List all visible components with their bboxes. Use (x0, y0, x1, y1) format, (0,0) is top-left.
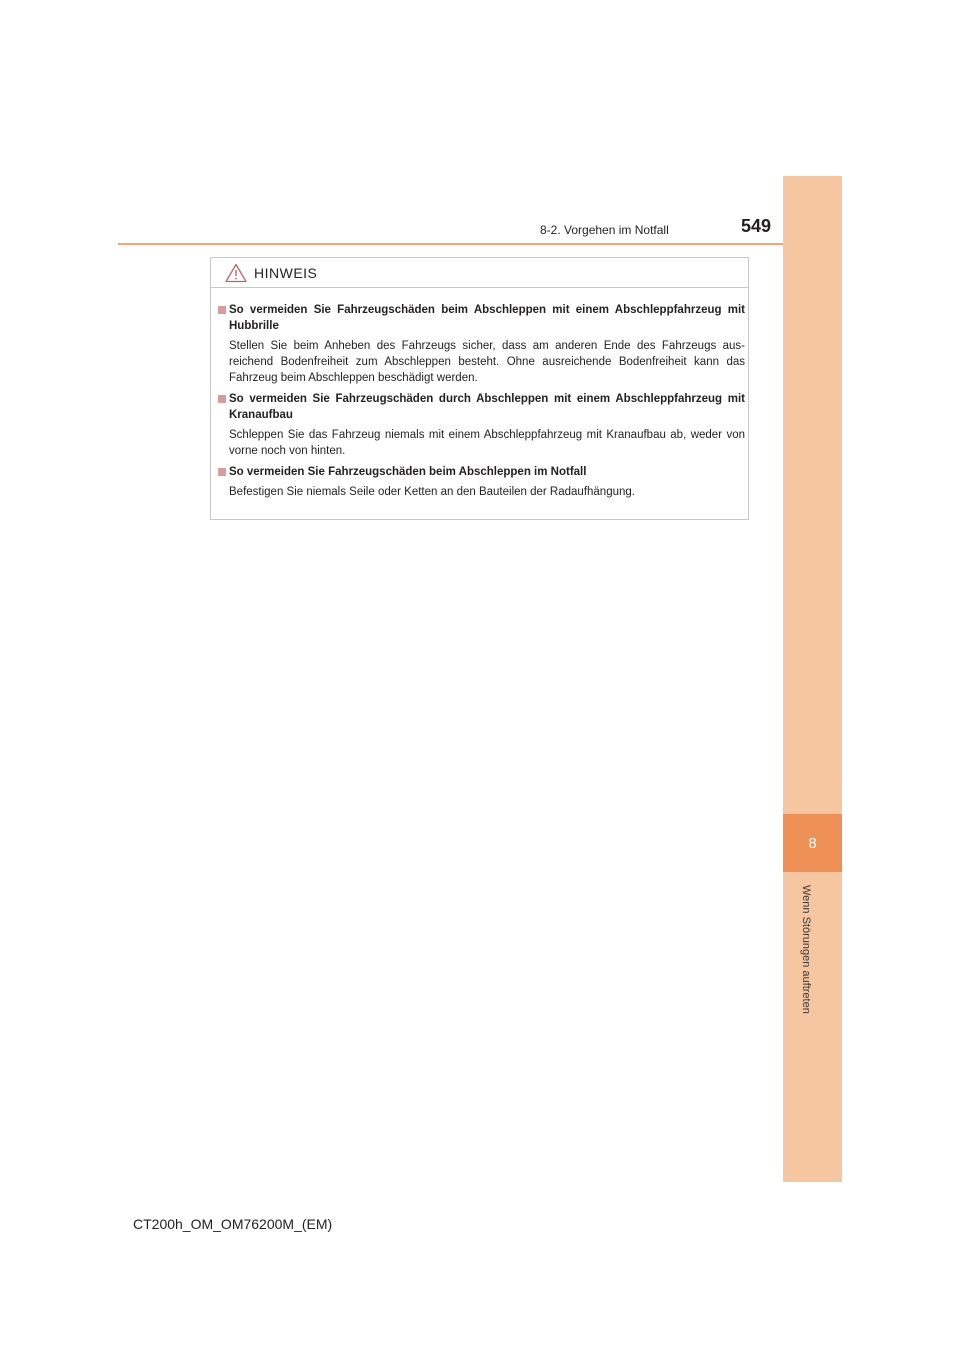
bullet-square-icon (218, 306, 226, 314)
page-number: 549 (741, 216, 772, 236)
chapter-number: 8 (808, 834, 817, 852)
notice-item-heading (218, 391, 745, 423)
notice-item-heading (218, 302, 745, 334)
notice-header (211, 258, 748, 288)
header-rule (118, 243, 783, 245)
notice-box (210, 257, 749, 520)
notice-item-text: Schleppen Sie das Fahrzeug niemals mit einem Abschleppfahrzeug mit Kranaufbau ab, weder von vorne noch von hinten. (229, 429, 745, 457)
notice-item-heading-text: So vermeiden Sie Fahrzeugschäden beim Abschleppen im Notfall (229, 466, 587, 478)
notice-item-heading-text: So vermeiden Sie Fahrzeugschäden beim Abschleppen mit einem Abschleppfahrzeug mit Hubbrille (229, 304, 745, 332)
chapter-side-tab (783, 176, 842, 1182)
bullet-square-icon (218, 468, 226, 476)
notice-title: HINWEIS (254, 265, 318, 281)
warning-triangle-icon (225, 263, 247, 283)
section-title: 8-2. Vorgehen im Notfall (540, 223, 669, 237)
notice-item-heading (218, 464, 745, 480)
notice-item-heading-text: So vermeiden Sie Fahrzeugschäden durch Abschleppen mit einem Abschleppfahrzeug mit Kranaufbau (229, 393, 745, 421)
notice-item-text: Stellen Sie beim Anheben des Fahrzeugs sicher, dass am anderen Ende des Fahrzeugs aus-reichend Bodenfreiheit zum Abschleppen besteht. Ohne ausreichende Bodenfreiheit kann das Fahrzeug beim Abschleppen beschädigt werden. (229, 340, 745, 384)
document-code: CT200h_OM_OM76200M_(EM) (133, 1216, 333, 1232)
notice-body (218, 302, 745, 505)
notice-item-text: Befestigen Sie niemals Seile oder Ketten an den Bauteilen der Radaufhängung. (229, 486, 635, 498)
chapter-title: Wenn Störungen auftreten (800, 885, 812, 1014)
bullet-square-icon (218, 395, 226, 403)
